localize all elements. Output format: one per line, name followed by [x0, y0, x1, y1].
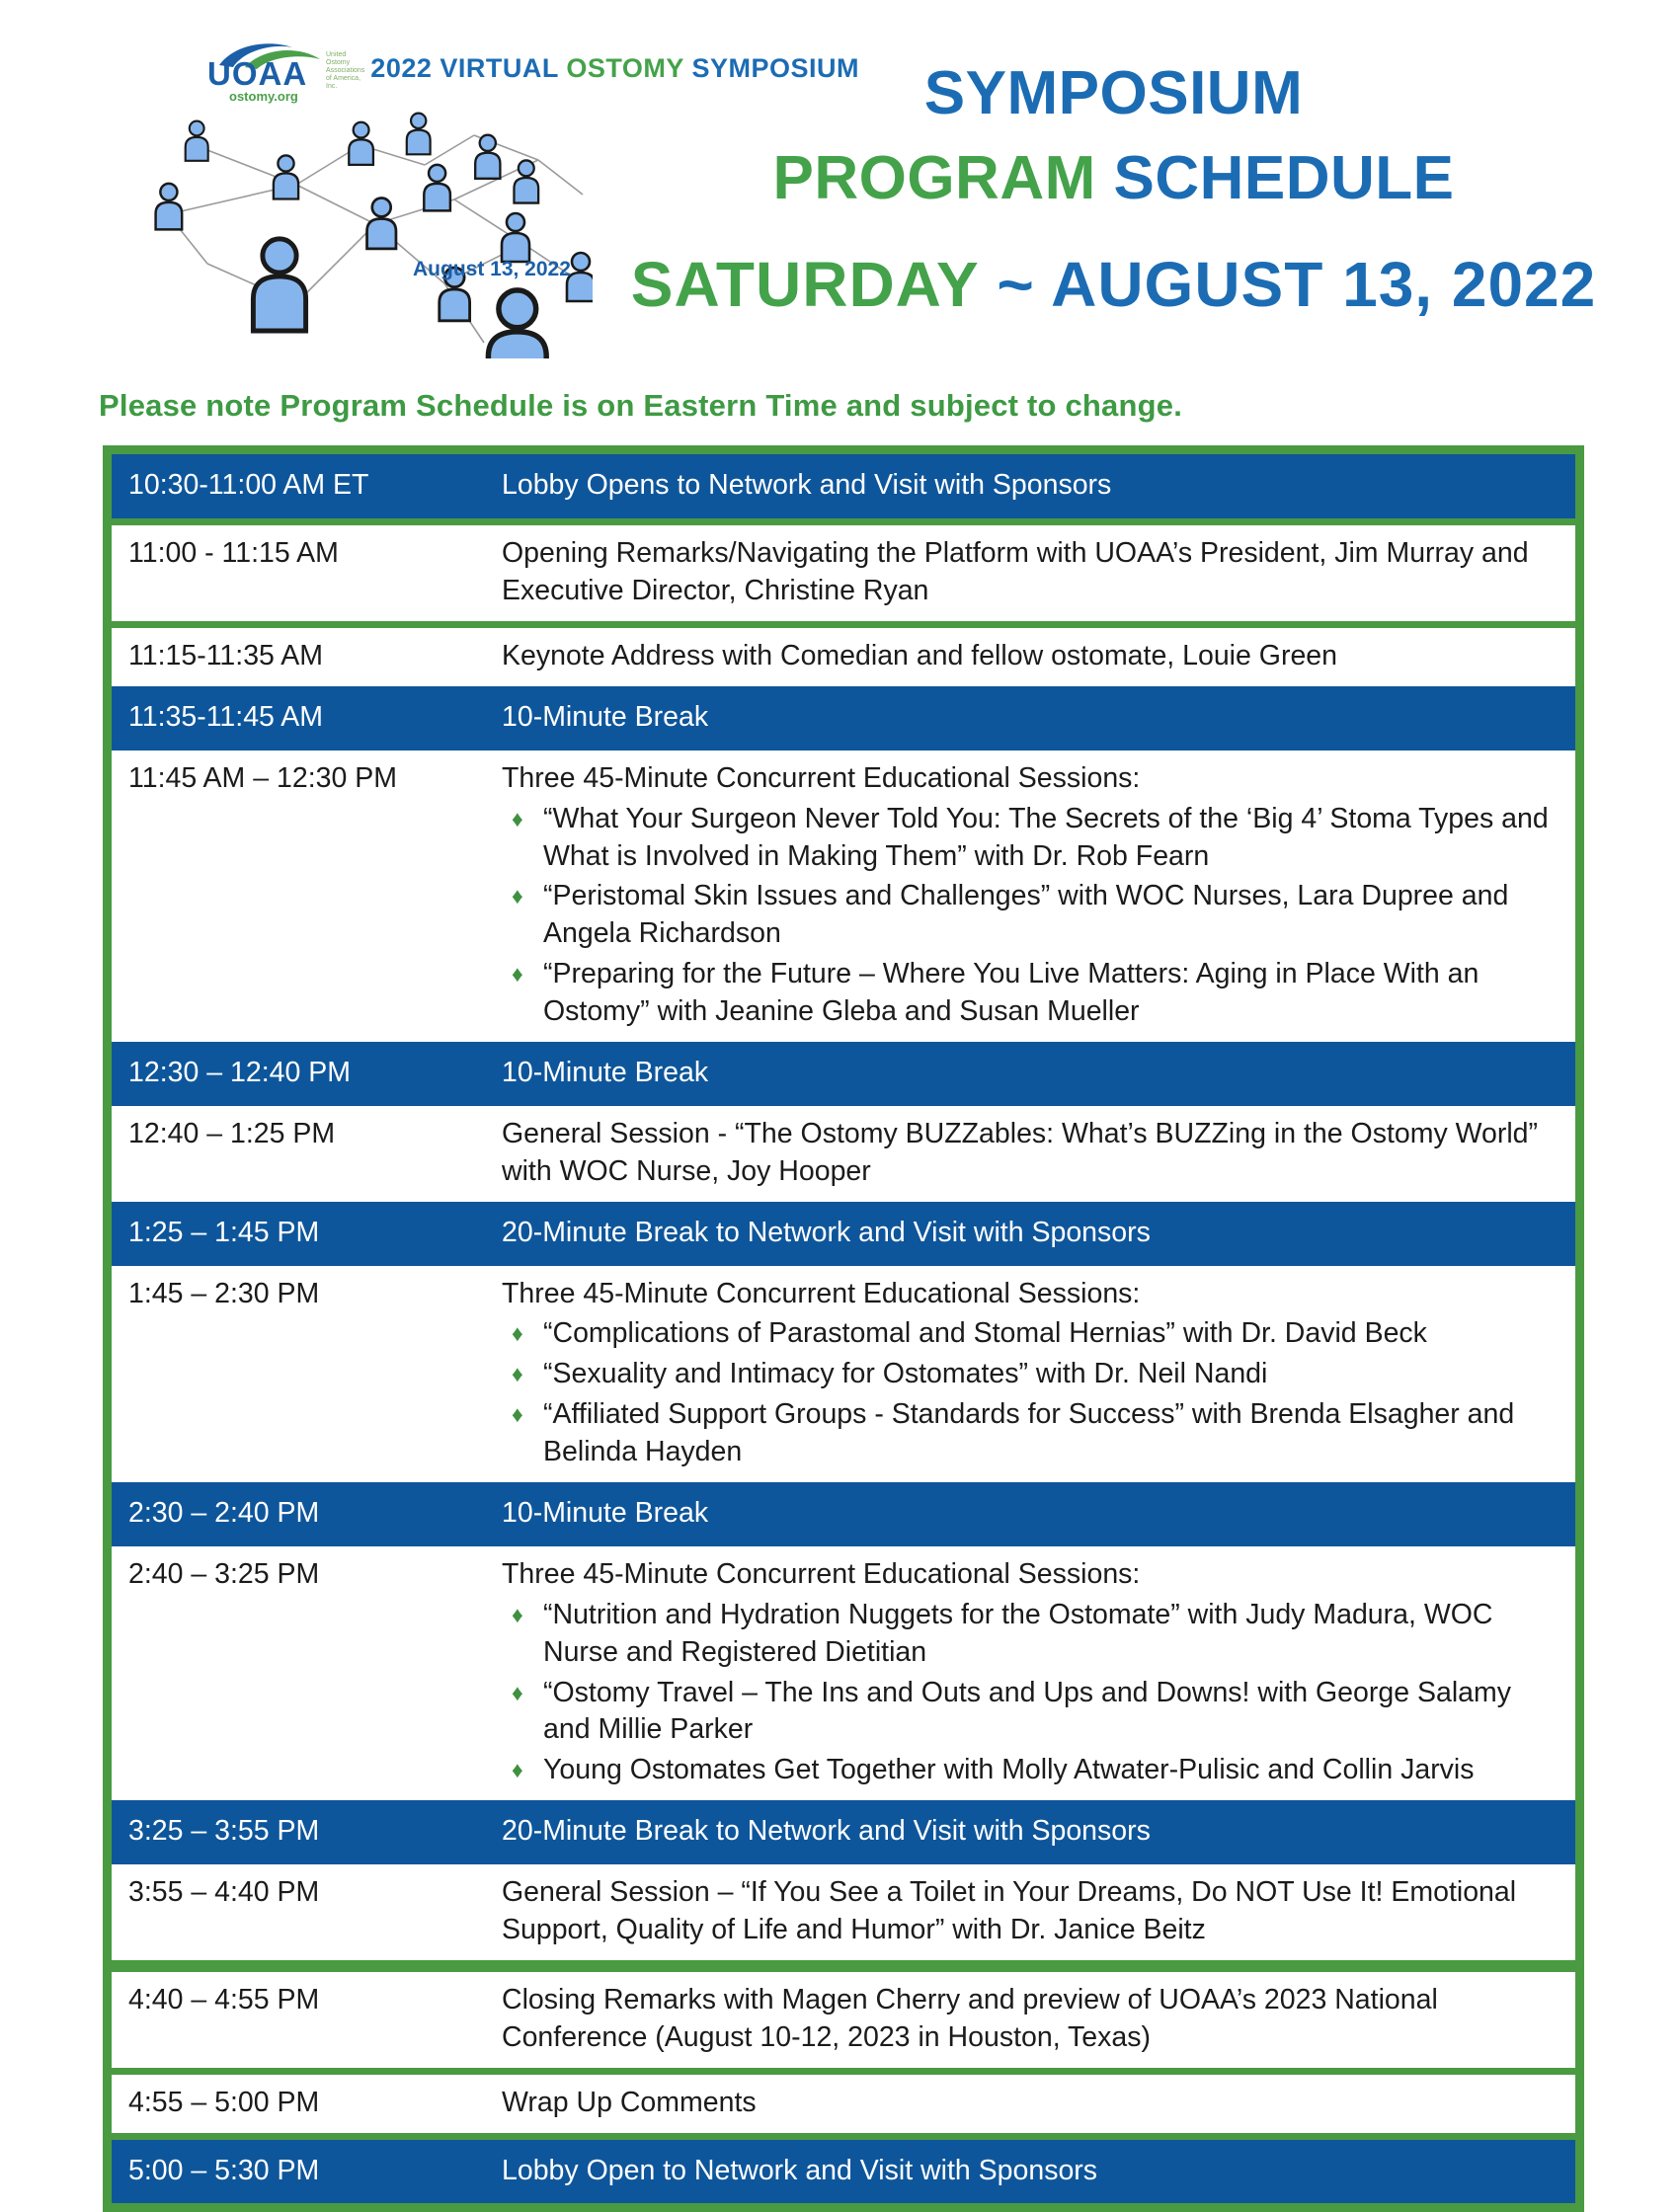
- diamond-bullet-icon: ♦: [512, 1361, 523, 1387]
- schedule-row: [112, 628, 1575, 686]
- session-description: [502, 1055, 1575, 1092]
- schedule-table: [103, 445, 1584, 2212]
- session-description: [502, 1276, 1575, 1471]
- session-time: 2:30 – 2:40 PM: [128, 1497, 320, 1529]
- diamond-bullet-icon: ♦: [512, 961, 523, 988]
- diamond-bullet-icon: ♦: [512, 1679, 523, 1705]
- schedule-row: [112, 1482, 1575, 1546]
- person-icon: [274, 156, 298, 199]
- people-network-illustration: [148, 106, 593, 358]
- schedule-row: [112, 2075, 1575, 2140]
- page-header: [0, 0, 1679, 358]
- session-bullet-text: “Preparing for the Future – Where You Live Matters: Aging in Place With an Ostomy” with Jeanine Gleba and Susan Mueller: [543, 958, 1479, 1028]
- uoaa-site-text: ostomy.org: [229, 89, 298, 104]
- schedule-row: [112, 1800, 1575, 1864]
- diamond-bullet-icon: ♦: [512, 1401, 523, 1428]
- schedule-row: [112, 2140, 1575, 2204]
- session-bullet-item: [502, 1356, 1550, 1393]
- schedule-row: [112, 1266, 1575, 1482]
- uoaa-logo-block: [148, 38, 859, 358]
- session-time: 2:40 – 3:25 PM: [128, 1557, 320, 1590]
- session-bullet-text: “Affiliated Support Groups - Standards for Success” with Brenda Elsagher and Belinda Hayden: [543, 1398, 1515, 1468]
- session-title-text: Keynote Address with Comedian and fellow ostomate, Louie Green: [502, 639, 1337, 672]
- session-title-text: Closing Remarks with Magen Cherry and preview of UOAA’s 2023 National Conference (August 10-12, 2023 in Houston, Texas): [502, 1983, 1438, 2053]
- session-bullet-item: [502, 1675, 1550, 1750]
- timezone-note: Please note Program Schedule is on Eastern Time and subject to change.: [99, 388, 1183, 424]
- session-time: 4:55 – 5:00 PM: [128, 2086, 320, 2118]
- session-description: [502, 699, 1575, 737]
- person-icon: [502, 213, 529, 262]
- session-bullet-text: “Sexuality and Intimacy for Ostomates” with Dr. Neil Nandi: [543, 1358, 1268, 1390]
- uoaa-fullname-text: United Ostomy Associations of America, Inc.: [326, 51, 365, 91]
- person-icon: [424, 165, 450, 211]
- person-icon: [407, 114, 431, 155]
- schedule-row: [112, 454, 1575, 525]
- diamond-bullet-icon: ♦: [512, 805, 523, 831]
- schedule-row: [112, 750, 1575, 1042]
- session-time: 5:00 – 5:30 PM: [128, 2154, 320, 2186]
- session-description: [502, 1874, 1575, 1949]
- uoaa-logo-text: UOAA: [207, 55, 308, 92]
- session-title-text: Three 45-Minute Concurrent Educational Sessions:: [502, 761, 1141, 794]
- person-icon: [514, 161, 538, 203]
- session-time: 4:40 – 4:55 PM: [128, 1983, 320, 2015]
- session-description: [502, 638, 1575, 675]
- session-title-text: General Session – “If You See a Toilet in Your Dreams, Do NOT Use It! Emotional Support, Quality of Life and Humor” with Dr. Janice Beitz: [502, 1876, 1517, 1946]
- schedule-row: [112, 1042, 1575, 1106]
- session-time: 11:35-11:45 AM: [128, 700, 323, 733]
- session-description: [502, 1813, 1575, 1851]
- event-banner-text: 2022 VIRTUAL OSTOMY SYMPOSIUM: [370, 53, 859, 83]
- session-title-text: 10-Minute Break: [502, 700, 709, 733]
- title-date: SATURDAY ~ AUGUST 13, 2022: [630, 249, 1597, 320]
- session-description: [502, 467, 1575, 505]
- session-time: 1:45 – 2:30 PM: [128, 1277, 320, 1309]
- session-bullet-item: [502, 878, 1550, 953]
- person-icon: [349, 122, 373, 165]
- session-description: [502, 1116, 1575, 1191]
- schedule-row: [112, 1106, 1575, 1202]
- title-block: [598, 38, 1630, 358]
- session-bullet-item: [502, 1752, 1550, 1789]
- session-time: 1:25 – 1:45 PM: [128, 1216, 320, 1248]
- session-bullet-text: “Ostomy Travel – The Ins and Outs and Ups and Downs! with George Salamy and Millie Parker: [543, 1676, 1512, 1746]
- session-time: 10:30-11:00 AM ET: [128, 469, 369, 502]
- session-title-text: 10-Minute Break: [502, 1497, 709, 1529]
- session-description: [502, 1982, 1575, 2057]
- session-title-text: Wrap Up Comments: [502, 2086, 757, 2118]
- session-bullet-item: [502, 956, 1550, 1031]
- session-title-text: Lobby Open to Network and Visit with Sponsors: [502, 2154, 1098, 2186]
- session-bullet-item: [502, 1396, 1550, 1471]
- session-bullet-text: “Complications of Parastomal and Stomal Hernias” with Dr. David Beck: [543, 1317, 1427, 1350]
- diamond-bullet-icon: ♦: [512, 1757, 523, 1783]
- session-bullet-item: [502, 801, 1550, 876]
- person-icon: [186, 121, 208, 161]
- session-bullet-text: Young Ostomates Get Together with Molly Atwater-Pulisic and Collin Jarvis: [543, 1754, 1475, 1786]
- diamond-bullet-icon: ♦: [512, 883, 523, 909]
- session-description: [502, 1556, 1575, 1789]
- session-bullet-item: [502, 1315, 1550, 1353]
- schedule-row: [112, 686, 1575, 750]
- session-title-text: Three 45-Minute Concurrent Educational Sessions:: [502, 1557, 1141, 1590]
- session-description: [502, 1215, 1575, 1252]
- session-description: [502, 2153, 1575, 2190]
- session-bullet-item: [502, 1597, 1550, 1672]
- session-title-text: Three 45-Minute Concurrent Educational Sessions:: [502, 1277, 1141, 1309]
- schedule-row: [112, 525, 1575, 628]
- session-title-text: Lobby Opens to Network and Visit with Sponsors: [502, 469, 1112, 502]
- session-title-text: Opening Remarks/Navigating the Platform with UOAA’s President, Jim Murray and Executive Director, Christine Ryan: [502, 537, 1529, 607]
- session-time: 11:15-11:35 AM: [128, 639, 323, 672]
- illustration-date-text: August 13, 2022: [413, 258, 571, 281]
- person-icon: [475, 135, 500, 179]
- session-time: 11:00 - 11:15 AM: [128, 537, 339, 570]
- session-time: 12:30 – 12:40 PM: [128, 1056, 351, 1088]
- schedule-row: [112, 1546, 1575, 1800]
- session-time: 12:40 – 1:25 PM: [128, 1117, 336, 1149]
- person-icon: [156, 184, 183, 230]
- diamond-bullet-icon: ♦: [512, 1320, 523, 1347]
- session-title-text: 20-Minute Break to Network and Visit with Sponsors: [502, 1216, 1151, 1248]
- schedule-row: [112, 1202, 1575, 1266]
- title-program-schedule: PROGRAM SCHEDULE: [772, 144, 1455, 212]
- session-time: 3:25 – 3:55 PM: [128, 1815, 320, 1848]
- session-bullet-text: “What Your Surgeon Never Told You: The Secrets of the ‘Big 4’ Stoma Types and What is Involved in Making Them” with Dr. Rob Fearn: [543, 802, 1549, 872]
- person-icon: [253, 239, 305, 331]
- diamond-bullet-icon: ♦: [512, 1601, 523, 1627]
- schedule-row: [112, 1864, 1575, 1972]
- session-bullet-text: “Peristomal Skin Issues and Challenges” with WOC Nurses, Lara Dupree and Angela Richardson: [543, 880, 1509, 950]
- session-description: [502, 535, 1575, 610]
- session-bullet-text: “Nutrition and Hydration Nuggets for the Ostomate” with Judy Madura, WOC Nurse and Registered Dietitian: [543, 1598, 1493, 1668]
- session-description: [502, 760, 1575, 1031]
- session-description: [502, 1495, 1575, 1533]
- person-icon: [488, 290, 546, 358]
- person-icon: [367, 198, 396, 249]
- session-description: [502, 2085, 1575, 2122]
- session-title-text: General Session - “The Ostomy BUZZables: What’s BUZZing in the Ostomy World” with WOC Nurse, Joy Hooper: [502, 1117, 1539, 1187]
- session-time: 3:55 – 4:40 PM: [128, 1876, 320, 1909]
- session-title-text: 20-Minute Break to Network and Visit with Sponsors: [502, 1815, 1151, 1848]
- schedule-row: [112, 1972, 1575, 2075]
- session-title-text: 10-Minute Break: [502, 1056, 709, 1088]
- session-time: 11:45 AM – 12:30 PM: [128, 761, 397, 794]
- title-symposium: SYMPOSIUM: [923, 59, 1304, 127]
